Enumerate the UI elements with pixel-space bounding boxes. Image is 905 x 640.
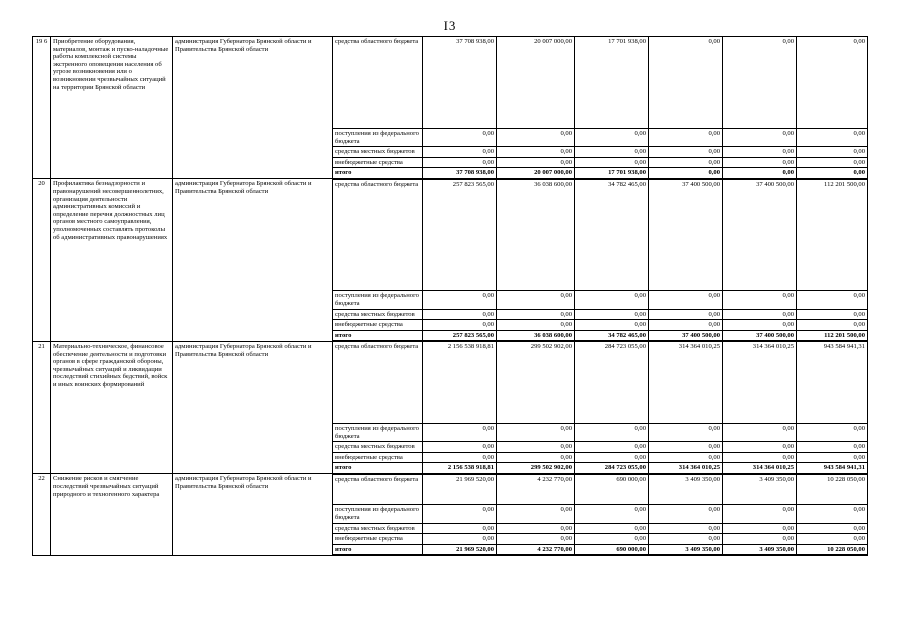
amount-cell: 0,00 [575, 291, 649, 309]
amount-cell: 943 584 941,31 [797, 463, 868, 474]
amount-cell: 36 038 600,00 [497, 179, 575, 291]
amount-cell: 0,00 [649, 452, 723, 463]
amount-cell: 0,00 [723, 505, 797, 523]
amount-cell: 0,00 [723, 37, 797, 129]
amount-cell: 21 969 520,00 [423, 474, 497, 505]
amount-cell: 0,00 [497, 534, 575, 545]
amount-cell: 284 723 055,00 [575, 463, 649, 474]
amount-cell: 0,00 [797, 157, 868, 168]
amount-cell: 0,00 [575, 309, 649, 320]
amount-cell: 0,00 [649, 157, 723, 168]
amount-cell: 34 782 465,00 [575, 179, 649, 291]
activity-name: Приобретение оборудования, материалов, монтаж и пуско-наладочные работы комплексной системы экстренного оповещения населения об угрозе возникновения или о возникновении чрезвычайных ситуаций на территории Брянской области [51, 37, 173, 179]
amount-cell: 0,00 [723, 523, 797, 534]
funding-source-label: поступления из федерального бюджета [333, 291, 423, 309]
amount-cell: 0,00 [649, 147, 723, 158]
amount-cell: 0,00 [423, 291, 497, 309]
amount-cell: 314 364 010,25 [723, 463, 797, 474]
funding-source-label: итого [333, 463, 423, 474]
funding-source-label: итого [333, 330, 423, 341]
funding-source-label: средства местных бюджетов [333, 309, 423, 320]
amount-cell: 3 409 350,00 [649, 544, 723, 555]
amount-cell: 0,00 [649, 534, 723, 545]
amount-cell: 0,00 [797, 505, 868, 523]
table-row [33, 474, 868, 505]
amount-cell: 0,00 [575, 147, 649, 158]
executor: администрация Губернатора Брянской области и Правительства Брянской области [173, 179, 333, 341]
amount-cell: 0,00 [797, 452, 868, 463]
amount-cell: 34 782 465,00 [575, 330, 649, 341]
amount-cell: 20 007 000,00 [497, 168, 575, 179]
amount-cell: 2 156 538 918,81 [423, 463, 497, 474]
amount-cell: 0,00 [423, 157, 497, 168]
amount-cell: 0,00 [723, 168, 797, 179]
funding-source-label: поступления из федерального бюджета [333, 129, 423, 147]
amount-cell: 37 708 938,00 [423, 168, 497, 179]
executor: администрация Губернатора Брянской области и Правительства Брянской области [173, 474, 333, 555]
amount-cell: 0,00 [423, 309, 497, 320]
amount-cell: 0,00 [649, 505, 723, 523]
amount-cell: 0,00 [497, 320, 575, 331]
budget-table [32, 36, 868, 556]
executor: администрация Губернатора Брянской области и Правительства Брянской области [173, 341, 333, 473]
amount-cell: 2 156 538 918,81 [423, 341, 497, 423]
amount-cell: 4 232 770,00 [497, 544, 575, 555]
amount-cell: 0,00 [575, 534, 649, 545]
amount-cell: 21 969 520,00 [423, 544, 497, 555]
amount-cell: 284 723 055,00 [575, 341, 649, 423]
amount-cell: 0,00 [497, 505, 575, 523]
amount-cell: 0,00 [797, 423, 868, 441]
amount-cell: 0,00 [423, 534, 497, 545]
amount-cell: 0,00 [423, 320, 497, 331]
amount-cell: 112 201 500,00 [797, 179, 868, 291]
amount-cell: 0,00 [575, 320, 649, 331]
funding-source-label: внебюджетные средства [333, 452, 423, 463]
row-number: 19 6 [33, 37, 51, 179]
amount-cell: 3 409 350,00 [649, 474, 723, 505]
amount-cell: 0,00 [423, 523, 497, 534]
amount-cell: 0,00 [423, 452, 497, 463]
amount-cell: 10 228 050,00 [797, 544, 868, 555]
amount-cell: 0,00 [723, 129, 797, 147]
funding-source-label: средства местных бюджетов [333, 523, 423, 534]
table-row [33, 341, 868, 423]
amount-cell: 0,00 [649, 37, 723, 129]
amount-cell: 257 823 565,00 [423, 179, 497, 291]
amount-cell: 314 364 010,25 [649, 463, 723, 474]
amount-cell: 0,00 [723, 442, 797, 453]
amount-cell: 0,00 [723, 452, 797, 463]
activity-name: Материально-техническое, финансовое обеспечение деятельности и подготовки органов в сфере гражданской обороны, чрезвычайных ситуаций и ликвидации последствий стихийных бедствий, войск и иных воинских формирований [51, 341, 173, 473]
funding-source-label: средства областного бюджета [333, 341, 423, 423]
funding-source-label: внебюджетные средства [333, 157, 423, 168]
funding-source-label: поступления из федерального бюджета [333, 505, 423, 523]
amount-cell: 0,00 [797, 442, 868, 453]
amount-cell: 0,00 [649, 309, 723, 320]
amount-cell: 20 007 000,00 [497, 37, 575, 129]
executor: администрация Губернатора Брянской области и Правительства Брянской области [173, 37, 333, 179]
amount-cell: 0,00 [423, 505, 497, 523]
amount-cell: 0,00 [575, 505, 649, 523]
amount-cell: 0,00 [649, 168, 723, 179]
amount-cell: 0,00 [797, 291, 868, 309]
amount-cell: 299 502 902,00 [497, 463, 575, 474]
amount-cell: 10 228 050,00 [797, 474, 868, 505]
amount-cell: 0,00 [797, 534, 868, 545]
table-row [33, 37, 868, 129]
funding-source-label: средства местных бюджетов [333, 147, 423, 158]
funding-source-label: внебюджетные средства [333, 534, 423, 545]
amount-cell: 0,00 [423, 129, 497, 147]
amount-cell: 0,00 [649, 291, 723, 309]
funding-source-label: средства областного бюджета [333, 474, 423, 505]
amount-cell: 4 232 770,00 [497, 474, 575, 505]
amount-cell: 112 201 500,00 [797, 330, 868, 341]
funding-source-label: средства местных бюджетов [333, 442, 423, 453]
amount-cell: 17 701 938,00 [575, 168, 649, 179]
amount-cell: 0,00 [423, 442, 497, 453]
amount-cell: 0,00 [797, 168, 868, 179]
funding-source-label: поступления из федерального бюджета [333, 423, 423, 441]
row-number: 20 [33, 179, 51, 341]
amount-cell: 0,00 [575, 423, 649, 441]
amount-cell: 37 400 500,00 [723, 179, 797, 291]
funding-source-label: средства областного бюджета [333, 37, 423, 129]
amount-cell: 0,00 [497, 452, 575, 463]
row-number: 21 [33, 341, 51, 473]
row-number: 22 [33, 474, 51, 555]
activity-name: Снижение рисков и смягчение последствий чрезвычайных ситуаций природного и техногенного характера [51, 474, 173, 555]
amount-cell: 0,00 [575, 129, 649, 147]
funding-source-label: внебюджетные средства [333, 320, 423, 331]
amount-cell: 0,00 [797, 147, 868, 158]
amount-cell: 0,00 [497, 129, 575, 147]
amount-cell: 690 000,00 [575, 544, 649, 555]
amount-cell: 943 584 941,31 [797, 341, 868, 423]
amount-cell: 0,00 [723, 157, 797, 168]
amount-cell: 0,00 [649, 442, 723, 453]
amount-cell: 37 400 500,00 [723, 330, 797, 341]
amount-cell: 0,00 [497, 309, 575, 320]
amount-cell: 37 400 500,00 [649, 330, 723, 341]
amount-cell: 0,00 [649, 129, 723, 147]
amount-cell: 0,00 [649, 320, 723, 331]
amount-cell: 0,00 [797, 309, 868, 320]
amount-cell: 257 823 565,00 [423, 330, 497, 341]
amount-cell: 3 409 350,00 [723, 544, 797, 555]
amount-cell: 0,00 [497, 523, 575, 534]
amount-cell: 0,00 [649, 423, 723, 441]
amount-cell: 0,00 [797, 129, 868, 147]
amount-cell: 299 502 902,00 [497, 341, 575, 423]
amount-cell: 0,00 [575, 452, 649, 463]
amount-cell: 0,00 [497, 291, 575, 309]
amount-cell: 0,00 [575, 442, 649, 453]
amount-cell: 0,00 [423, 147, 497, 158]
amount-cell: 17 701 938,00 [575, 37, 649, 129]
amount-cell: 0,00 [723, 320, 797, 331]
funding-source-label: итого [333, 544, 423, 555]
amount-cell: 314 364 010,25 [649, 341, 723, 423]
amount-cell: 0,00 [797, 320, 868, 331]
amount-cell: 0,00 [723, 309, 797, 320]
amount-cell: 0,00 [497, 157, 575, 168]
amount-cell: 3 409 350,00 [723, 474, 797, 505]
amount-cell: 37 708 938,00 [423, 37, 497, 129]
amount-cell: 0,00 [497, 423, 575, 441]
amount-cell: 690 000,00 [575, 474, 649, 505]
amount-cell: 0,00 [723, 534, 797, 545]
amount-cell: 0,00 [723, 147, 797, 158]
amount-cell: 36 038 600,00 [497, 330, 575, 341]
funding-source-label: итого [333, 168, 423, 179]
amount-cell: 0,00 [723, 291, 797, 309]
amount-cell: 0,00 [423, 423, 497, 441]
amount-cell: 0,00 [497, 442, 575, 453]
amount-cell: 0,00 [797, 37, 868, 129]
funding-source-label: средства областного бюджета [333, 179, 423, 291]
amount-cell: 0,00 [797, 523, 868, 534]
amount-cell: 314 364 010,25 [723, 341, 797, 423]
amount-cell: 0,00 [575, 523, 649, 534]
amount-cell: 0,00 [649, 523, 723, 534]
amount-cell: 0,00 [497, 147, 575, 158]
page-number: I3 [443, 18, 457, 33]
activity-name: Профилактика безнадзорности и правонарушений несовершеннолетних, организация деятельности административных комиссий и определение перечня должностных лиц органов местного самоуправления, уполномоченных составлять протоколы об административных правонарушениях [51, 179, 173, 341]
amount-cell: 0,00 [723, 423, 797, 441]
amount-cell: 0,00 [575, 157, 649, 168]
table-row [33, 179, 868, 291]
amount-cell: 37 400 500,00 [649, 179, 723, 291]
